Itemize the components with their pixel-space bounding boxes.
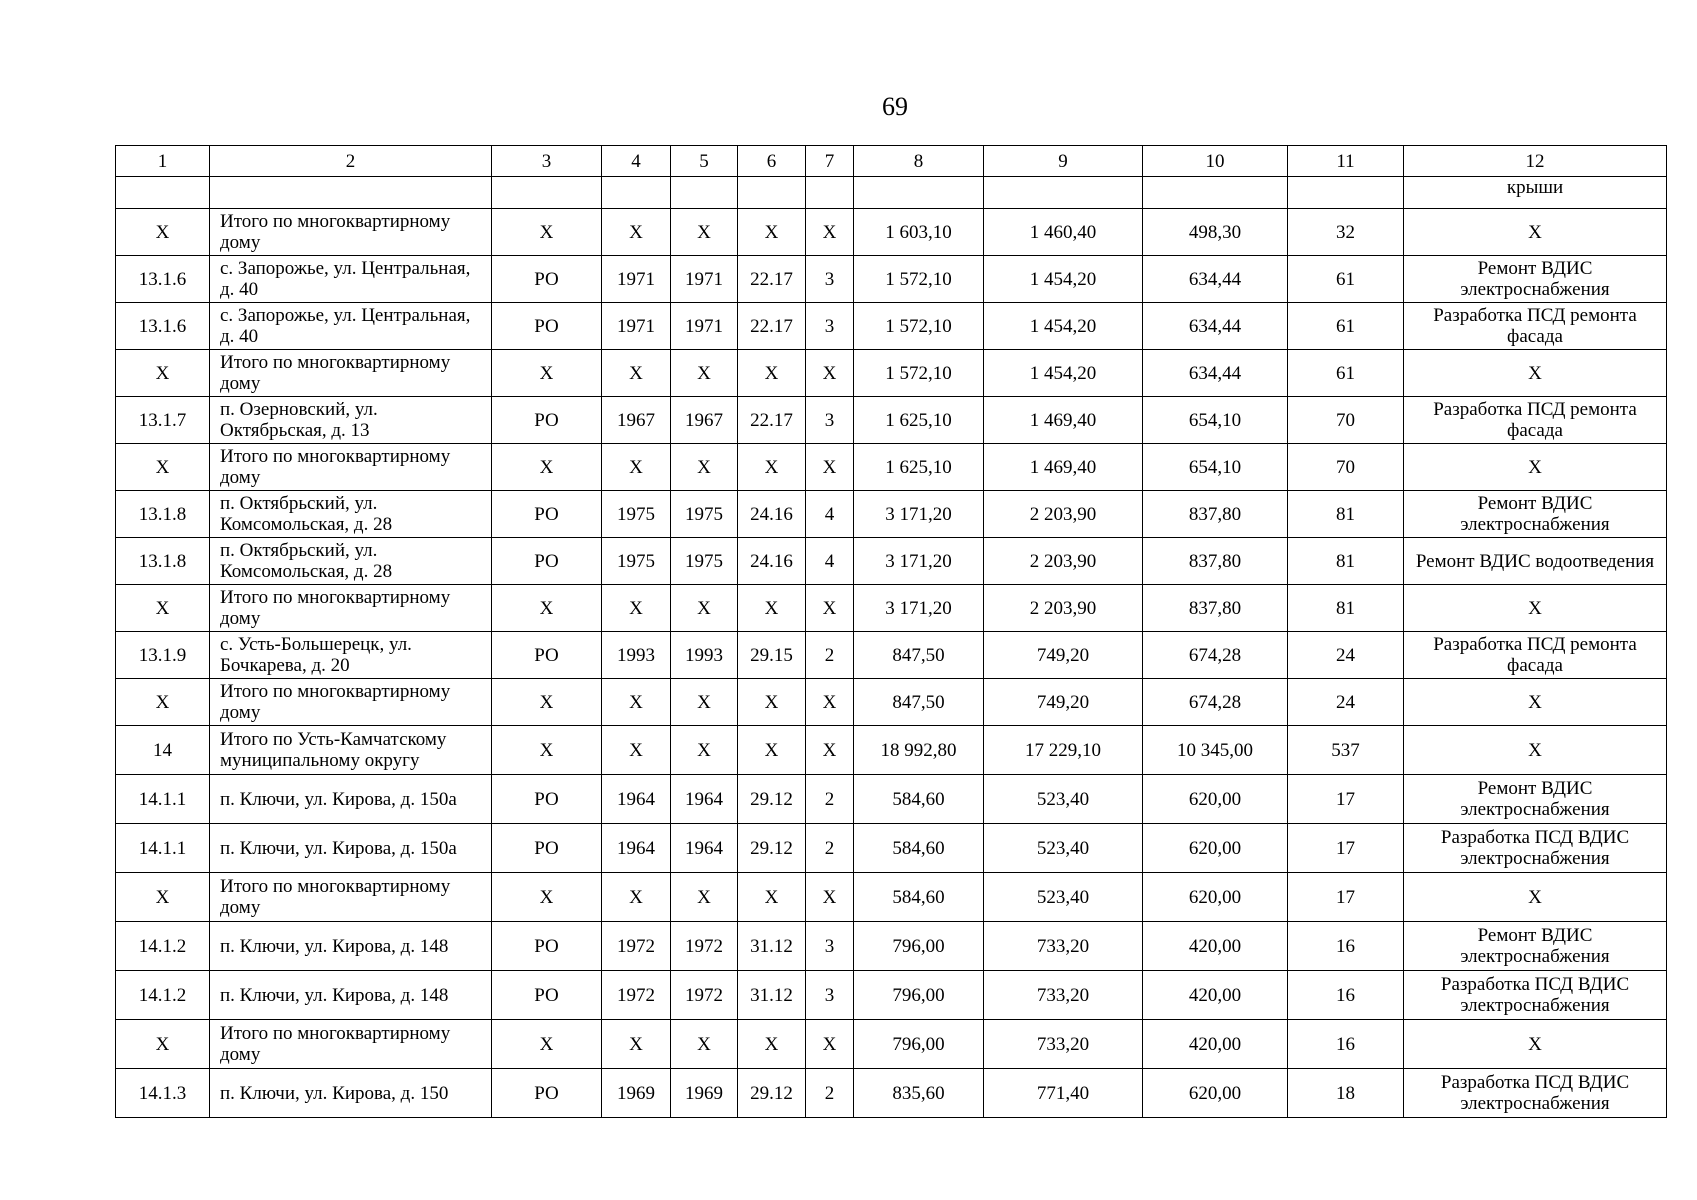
total-area-cell: 584,60 <box>854 775 984 824</box>
row-number-cell: 14 <box>116 726 210 775</box>
residents-cell: 32 <box>1288 209 1404 256</box>
total-area-cell: 3 171,20 <box>854 538 984 585</box>
residents-cell: 537 <box>1288 726 1404 775</box>
work-type-cell: Х <box>1404 873 1667 922</box>
header-cell: 2 <box>210 146 492 177</box>
build-year-cell: 1971 <box>602 256 671 303</box>
commission-year-cell: 1969 <box>671 1069 738 1118</box>
wall-material-cell: 22.17 <box>738 303 806 350</box>
residents-cell: 61 <box>1288 350 1404 397</box>
wall-material-cell: Х <box>738 444 806 491</box>
wall-material-cell: 24.16 <box>738 491 806 538</box>
total-area-cell: 847,50 <box>854 679 984 726</box>
work-type-cell: Х <box>1404 726 1667 775</box>
row-number-cell: 13.1.6 <box>116 256 210 303</box>
work-type-cell: Разработка ПСД ВДИС электроснабжения <box>1404 824 1667 873</box>
address-cell: Итого по многоквартирному дому <box>210 209 492 256</box>
wall-material-cell: 29.12 <box>738 775 806 824</box>
total-area-cell: 584,60 <box>854 824 984 873</box>
wall-material-cell: Х <box>738 873 806 922</box>
total-area-cell: 847,50 <box>854 632 984 679</box>
commission-year-cell: 1971 <box>671 256 738 303</box>
residents-cell: 16 <box>1288 971 1404 1020</box>
owner-type-cell: РО <box>492 632 602 679</box>
address-cell: Итого по многоквартирному дому <box>210 585 492 632</box>
build-year-cell: Х <box>602 873 671 922</box>
header-cell: 7 <box>806 146 854 177</box>
register-table <box>115 145 1667 1118</box>
row-number-cell: 13.1.7 <box>116 397 210 444</box>
cost-cell: 837,80 <box>1143 538 1288 585</box>
row-number-cell: 14.1.2 <box>116 971 210 1020</box>
work-type-cell: Разработка ПСД ВДИС электроснабжения <box>1404 1069 1667 1118</box>
work-type-cell: Ремонт ВДИС водоотведения <box>1404 538 1667 585</box>
commission-year-cell: 1964 <box>671 775 738 824</box>
floors-cell: Х <box>806 444 854 491</box>
header-cell: 12 <box>1404 146 1667 177</box>
address-cell: Итого по Усть-Камчатскому муниципальному округу <box>210 726 492 775</box>
cost-cell: 837,80 <box>1143 585 1288 632</box>
address-cell: Итого по многоквартирному дому <box>210 679 492 726</box>
owner-type-cell: Х <box>492 444 602 491</box>
living-area-cell: 1 454,20 <box>984 350 1143 397</box>
table-row <box>116 971 1667 1020</box>
owner-type-cell: РО <box>492 775 602 824</box>
cost-cell: 620,00 <box>1143 873 1288 922</box>
floors-cell: 3 <box>806 303 854 350</box>
wall-material-cell: 24.16 <box>738 538 806 585</box>
table-row <box>116 922 1667 971</box>
total-area-cell: 3 171,20 <box>854 491 984 538</box>
build-year-cell: 1993 <box>602 632 671 679</box>
address-cell: с. Усть-Большерецк, ул. Бочкарева, д. 20 <box>210 632 492 679</box>
table-cell <box>1288 177 1404 209</box>
header-cell: 1 <box>116 146 210 177</box>
wall-material-cell: Х <box>738 350 806 397</box>
table-row <box>116 1069 1667 1118</box>
table-row <box>116 256 1667 303</box>
address-cell: п. Ключи, ул. Кирова, д. 150а <box>210 775 492 824</box>
row-number-cell: Х <box>116 209 210 256</box>
table-row <box>116 350 1667 397</box>
living-area-cell: 2 203,90 <box>984 585 1143 632</box>
living-area-cell: 523,40 <box>984 873 1143 922</box>
table-row <box>116 873 1667 922</box>
residents-cell: 61 <box>1288 256 1404 303</box>
total-area-cell: 1 572,10 <box>854 303 984 350</box>
total-area-cell: 796,00 <box>854 922 984 971</box>
build-year-cell: 1964 <box>602 775 671 824</box>
living-area-cell: 749,20 <box>984 632 1143 679</box>
build-year-cell: 1971 <box>602 303 671 350</box>
floors-cell: Х <box>806 726 854 775</box>
residents-cell: 16 <box>1288 1020 1404 1069</box>
address-cell: п. Озерновский, ул. Октябрьская, д. 13 <box>210 397 492 444</box>
row-number-cell: 13.1.8 <box>116 538 210 585</box>
row-number-cell: Х <box>116 444 210 491</box>
total-area-cell: 1 625,10 <box>854 397 984 444</box>
work-type-cell: Ремонт ВДИС электроснабжения <box>1404 256 1667 303</box>
commission-year-cell: Х <box>671 209 738 256</box>
address-cell: п. Октябрьский, ул. Комсомольская, д. 28 <box>210 538 492 585</box>
address-cell: Итого по многоквартирному дому <box>210 444 492 491</box>
commission-year-cell: 1993 <box>671 632 738 679</box>
build-year-cell: 1969 <box>602 1069 671 1118</box>
cost-cell: 620,00 <box>1143 775 1288 824</box>
living-area-cell: 1 469,40 <box>984 444 1143 491</box>
floors-cell: 2 <box>806 1069 854 1118</box>
table-row <box>116 1020 1667 1069</box>
build-year-cell: 1975 <box>602 538 671 585</box>
build-year-cell: 1967 <box>602 397 671 444</box>
wall-material-cell: Х <box>738 209 806 256</box>
owner-type-cell: Х <box>492 873 602 922</box>
commission-year-cell: 1975 <box>671 538 738 585</box>
total-area-cell: 584,60 <box>854 873 984 922</box>
header-cell: 8 <box>854 146 984 177</box>
living-area-cell: 523,40 <box>984 775 1143 824</box>
table-cell <box>492 177 602 209</box>
row-number-cell: Х <box>116 873 210 922</box>
build-year-cell: 1972 <box>602 922 671 971</box>
living-area-cell: 733,20 <box>984 1020 1143 1069</box>
cost-cell: 634,44 <box>1143 350 1288 397</box>
owner-type-cell: Х <box>492 585 602 632</box>
build-year-cell: Х <box>602 585 671 632</box>
wall-material-cell: 31.12 <box>738 922 806 971</box>
wall-material-cell: 22.17 <box>738 256 806 303</box>
residents-cell: 61 <box>1288 303 1404 350</box>
table-cell <box>854 177 984 209</box>
total-area-cell: 835,60 <box>854 1069 984 1118</box>
work-type-cell: Х <box>1404 350 1667 397</box>
residents-cell: 81 <box>1288 491 1404 538</box>
row-number-cell: Х <box>116 1020 210 1069</box>
table-cell <box>210 177 492 209</box>
owner-type-cell: Х <box>492 726 602 775</box>
work-type-cell: Разработка ПСД ремонта фасада <box>1404 632 1667 679</box>
commission-year-cell: 1971 <box>671 303 738 350</box>
table-row <box>116 444 1667 491</box>
wall-material-cell: Х <box>738 585 806 632</box>
address-cell: п. Ключи, ул. Кирова, д. 150 <box>210 1069 492 1118</box>
table-cell <box>671 177 738 209</box>
work-type-cell: Ремонт ВДИС электроснабжения <box>1404 775 1667 824</box>
work-type-cell: Ремонт ВДИС электроснабжения <box>1404 922 1667 971</box>
living-area-cell: 733,20 <box>984 971 1143 1020</box>
owner-type-cell: РО <box>492 397 602 444</box>
row-number-cell: 13.1.9 <box>116 632 210 679</box>
total-area-cell: 1 625,10 <box>854 444 984 491</box>
owner-type-cell: РО <box>492 538 602 585</box>
living-area-cell: 1 454,20 <box>984 303 1143 350</box>
build-year-cell: 1964 <box>602 824 671 873</box>
header-cell: 5 <box>671 146 738 177</box>
owner-type-cell: РО <box>492 491 602 538</box>
header-cell: 3 <box>492 146 602 177</box>
wall-material-cell: 29.12 <box>738 824 806 873</box>
owner-type-cell: РО <box>492 971 602 1020</box>
work-type-cell: Х <box>1404 209 1667 256</box>
living-area-cell: 771,40 <box>984 1069 1143 1118</box>
total-area-cell: 796,00 <box>854 1020 984 1069</box>
floors-cell: Х <box>806 679 854 726</box>
floors-cell: 3 <box>806 256 854 303</box>
table-row <box>116 538 1667 585</box>
cost-cell: 654,10 <box>1143 397 1288 444</box>
page-number: 69 <box>882 92 908 121</box>
floors-cell: 2 <box>806 824 854 873</box>
cost-cell: 654,10 <box>1143 444 1288 491</box>
work-type-cell: Разработка ПСД ВДИС электроснабжения <box>1404 971 1667 1020</box>
cost-cell: 674,28 <box>1143 632 1288 679</box>
continuation-row <box>116 177 1667 209</box>
owner-type-cell: РО <box>492 824 602 873</box>
row-number-cell: 14.1.3 <box>116 1069 210 1118</box>
floors-cell: 3 <box>806 922 854 971</box>
floors-cell: 2 <box>806 775 854 824</box>
row-number-cell: Х <box>116 350 210 397</box>
row-number-cell: 13.1.8 <box>116 491 210 538</box>
header-cell: 6 <box>738 146 806 177</box>
living-area-cell: 2 203,90 <box>984 538 1143 585</box>
address-cell: п. Ключи, ул. Кирова, д. 148 <box>210 971 492 1020</box>
address-cell: п. Ключи, ул. Кирова, д. 150а <box>210 824 492 873</box>
cost-cell: 420,00 <box>1143 1020 1288 1069</box>
build-year-cell: Х <box>602 444 671 491</box>
total-area-cell: 3 171,20 <box>854 585 984 632</box>
build-year-cell: Х <box>602 726 671 775</box>
table-cell <box>116 177 210 209</box>
residents-cell: 16 <box>1288 922 1404 971</box>
floors-cell: 3 <box>806 397 854 444</box>
residents-cell: 18 <box>1288 1069 1404 1118</box>
floors-cell: 3 <box>806 971 854 1020</box>
row-number-cell: 14.1.2 <box>116 922 210 971</box>
living-area-cell: 523,40 <box>984 824 1143 873</box>
total-area-cell: 796,00 <box>854 971 984 1020</box>
commission-year-cell: 1964 <box>671 824 738 873</box>
work-type-cell: Х <box>1404 679 1667 726</box>
wall-material-cell: 31.12 <box>738 971 806 1020</box>
wall-material-cell: 22.17 <box>738 397 806 444</box>
table-row <box>116 824 1667 873</box>
living-area-cell: 17 229,10 <box>984 726 1143 775</box>
build-year-cell: Х <box>602 209 671 256</box>
wall-material-cell: Х <box>738 726 806 775</box>
table-row <box>116 679 1667 726</box>
total-area-cell: 18 992,80 <box>854 726 984 775</box>
residents-cell: 17 <box>1288 775 1404 824</box>
table-cell <box>984 177 1143 209</box>
cost-cell: 620,00 <box>1143 824 1288 873</box>
table-cell <box>738 177 806 209</box>
build-year-cell: Х <box>602 350 671 397</box>
cost-cell: 634,44 <box>1143 256 1288 303</box>
table-row <box>116 726 1667 775</box>
header-cell: 4 <box>602 146 671 177</box>
table-row <box>116 775 1667 824</box>
commission-year-cell: Х <box>671 1020 738 1069</box>
table-cell <box>1143 177 1288 209</box>
wall-material-cell: 29.15 <box>738 632 806 679</box>
table-row <box>116 209 1667 256</box>
commission-year-cell: 1972 <box>671 971 738 1020</box>
floors-cell: Х <box>806 873 854 922</box>
residents-cell: 70 <box>1288 397 1404 444</box>
total-area-cell: 1 572,10 <box>854 350 984 397</box>
table-body <box>116 146 1667 1118</box>
address-cell: п. Ключи, ул. Кирова, д. 148 <box>210 922 492 971</box>
floors-cell: Х <box>806 209 854 256</box>
table-cell <box>602 177 671 209</box>
row-number-cell: Х <box>116 585 210 632</box>
row-number-cell: 13.1.6 <box>116 303 210 350</box>
commission-year-cell: Х <box>671 873 738 922</box>
commission-year-cell: 1972 <box>671 922 738 971</box>
work-type-cell: Ремонт ВДИС электроснабжения <box>1404 491 1667 538</box>
floors-cell: Х <box>806 350 854 397</box>
owner-type-cell: РО <box>492 1069 602 1118</box>
living-area-cell: 1 469,40 <box>984 397 1143 444</box>
work-type-cell: Разработка ПСД ремонта фасада <box>1404 397 1667 444</box>
total-area-cell: 1 603,10 <box>854 209 984 256</box>
cost-cell: 498,30 <box>1143 209 1288 256</box>
commission-year-cell: Х <box>671 585 738 632</box>
owner-type-cell: РО <box>492 256 602 303</box>
work-type-cell: Х <box>1404 585 1667 632</box>
address-cell: п. Октябрьский, ул. Комсомольская, д. 28 <box>210 491 492 538</box>
header-cell: 9 <box>984 146 1143 177</box>
table-cell <box>806 177 854 209</box>
header-cell: 11 <box>1288 146 1404 177</box>
wall-material-cell: 29.12 <box>738 1069 806 1118</box>
owner-type-cell: Х <box>492 350 602 397</box>
cost-cell: 674,28 <box>1143 679 1288 726</box>
residents-cell: 70 <box>1288 444 1404 491</box>
commission-year-cell: Х <box>671 726 738 775</box>
floors-cell: 4 <box>806 538 854 585</box>
floors-cell: 4 <box>806 491 854 538</box>
row-number-cell: 14.1.1 <box>116 775 210 824</box>
commission-year-cell: 1967 <box>671 397 738 444</box>
total-area-cell: 1 572,10 <box>854 256 984 303</box>
residents-cell: 17 <box>1288 824 1404 873</box>
owner-type-cell: РО <box>492 922 602 971</box>
address-cell: Итого по многоквартирному дому <box>210 873 492 922</box>
commission-year-cell: Х <box>671 444 738 491</box>
address-cell: с. Запорожье, ул. Центральная, д. 40 <box>210 303 492 350</box>
wall-material-cell: Х <box>738 679 806 726</box>
work-type-cell: Разработка ПСД ремонта фасада <box>1404 303 1667 350</box>
cost-cell: 634,44 <box>1143 303 1288 350</box>
work-type-cell: крыши <box>1404 177 1667 209</box>
commission-year-cell: Х <box>671 679 738 726</box>
floors-cell: 2 <box>806 632 854 679</box>
residents-cell: 81 <box>1288 585 1404 632</box>
cost-cell: 420,00 <box>1143 971 1288 1020</box>
table-row <box>116 585 1667 632</box>
build-year-cell: 1975 <box>602 491 671 538</box>
living-area-cell: 1 460,40 <box>984 209 1143 256</box>
table-row <box>116 397 1667 444</box>
living-area-cell: 1 454,20 <box>984 256 1143 303</box>
header-cell: 10 <box>1143 146 1288 177</box>
residents-cell: 81 <box>1288 538 1404 585</box>
commission-year-cell: Х <box>671 350 738 397</box>
living-area-cell: 749,20 <box>984 679 1143 726</box>
row-number-cell: 14.1.1 <box>116 824 210 873</box>
floors-cell: Х <box>806 1020 854 1069</box>
living-area-cell: 733,20 <box>984 922 1143 971</box>
table-row <box>116 303 1667 350</box>
living-area-cell: 2 203,90 <box>984 491 1143 538</box>
owner-type-cell: Х <box>492 209 602 256</box>
build-year-cell: Х <box>602 679 671 726</box>
table-row <box>116 632 1667 679</box>
address-cell: Итого по многоквартирному дому <box>210 350 492 397</box>
table-row <box>116 491 1667 538</box>
owner-type-cell: РО <box>492 303 602 350</box>
cost-cell: 10 345,00 <box>1143 726 1288 775</box>
residents-cell: 17 <box>1288 873 1404 922</box>
residents-cell: 24 <box>1288 679 1404 726</box>
build-year-cell: Х <box>602 1020 671 1069</box>
cost-cell: 420,00 <box>1143 922 1288 971</box>
work-type-cell: Х <box>1404 444 1667 491</box>
column-number-row <box>116 146 1667 177</box>
owner-type-cell: Х <box>492 679 602 726</box>
owner-type-cell: Х <box>492 1020 602 1069</box>
row-number-cell: Х <box>116 679 210 726</box>
work-type-cell: Х <box>1404 1020 1667 1069</box>
address-cell: с. Запорожье, ул. Центральная, д. 40 <box>210 256 492 303</box>
cost-cell: 620,00 <box>1143 1069 1288 1118</box>
address-cell: Итого по многоквартирному дому <box>210 1020 492 1069</box>
wall-material-cell: Х <box>738 1020 806 1069</box>
commission-year-cell: 1975 <box>671 491 738 538</box>
cost-cell: 837,80 <box>1143 491 1288 538</box>
floors-cell: Х <box>806 585 854 632</box>
build-year-cell: 1972 <box>602 971 671 1020</box>
residents-cell: 24 <box>1288 632 1404 679</box>
